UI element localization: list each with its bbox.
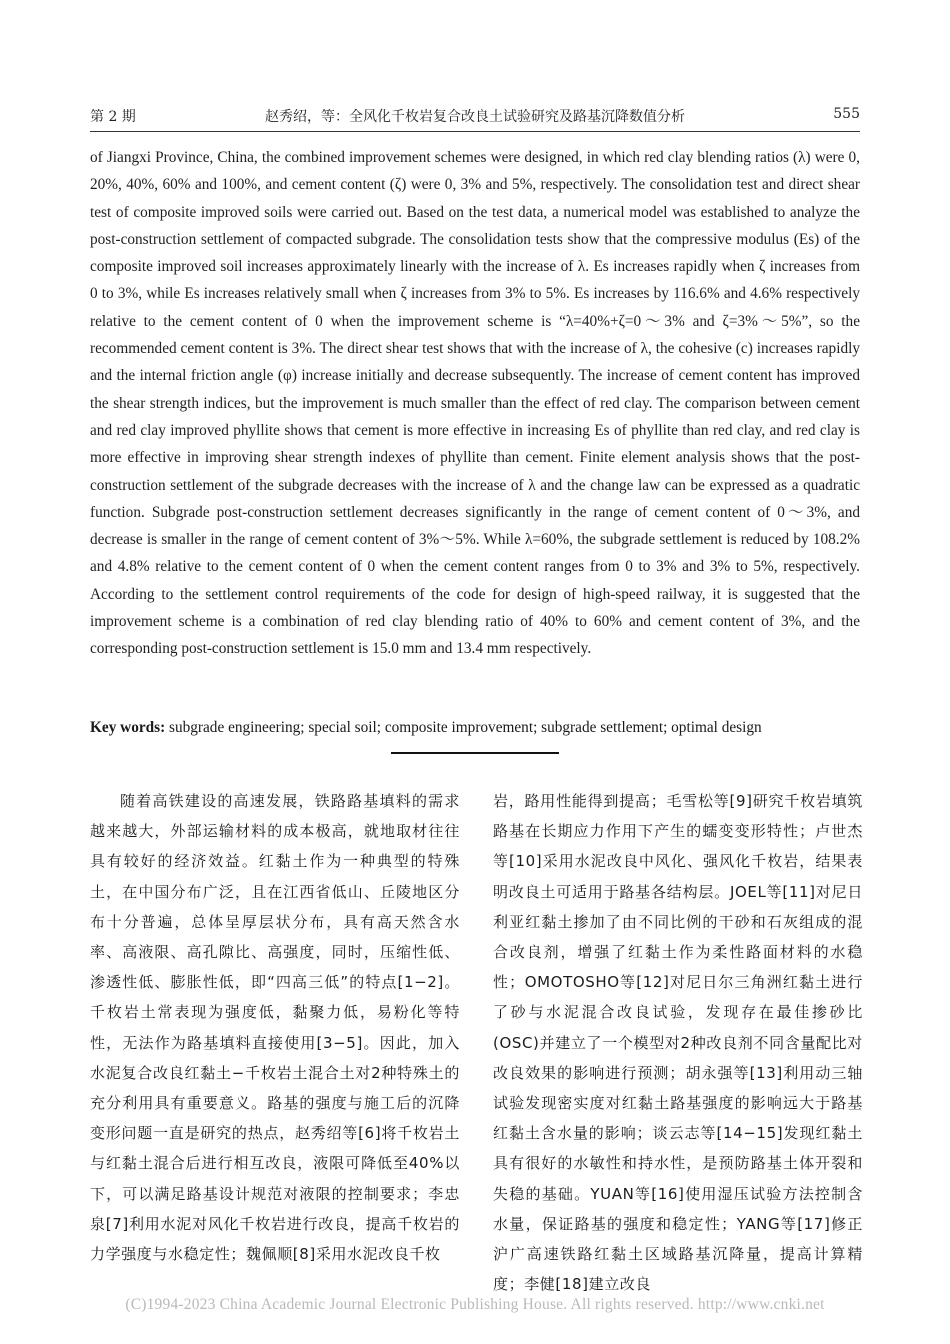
keywords-line [90, 714, 860, 741]
body-paragraph-right: 岩，路用性能得到提高；毛雪松等[9]研究千枚岩填筑路基在长期应力作用下产生的蠕变变形特性；卢世杰等[10]采用水泥改良中风化、强风化千枚岩，结果表明改良土可适用于路基各结构层。JOEL等[11]对尼日利亚红黏土掺加了由不同比例的干砂和石灰组成的混合改良剂，增强了红黏土作为柔性路面材料的水稳性；OMOTOSHO等[12]对尼日尔三角洲红黏土进行了砂与水泥混合改良试验，发现存在最佳掺砂比(OSC)并建立了一个模型对2种改良剂不同含量配比对改良效果的影响进行预测；胡永强等[13]利用动三轴试验发现密实度对红黏土路基强度的影响远大于路基红黏土含水量的影响；谈云志等[14−15]发现红黏土具有很好的水敏性和持水性，是预防路基土体开裂和失稳的基础。YUAN等[16]使用湿压试验方法控制含水量，保证路基的强度和稳定性；YANG等[17]修正沪广高速铁路红黏土区域路基沉降量，提高计算精度；李健[18]建立改良 [493, 792, 863, 1294]
body-column-right [493, 786, 863, 1299]
keywords-label: Key words: [90, 719, 166, 736]
body-column-left [90, 786, 460, 1269]
issue-number: 第 2 期 [90, 109, 136, 125]
page-number: 555 [833, 106, 860, 122]
section-divider [391, 752, 559, 754]
keywords-text: subgrade engineering; special soil; composite improvement; subgrade settlement; optimal design [165, 719, 762, 736]
header-rule [90, 131, 860, 132]
running-header [90, 106, 860, 130]
english-abstract: of Jiangxi Province, China, the combined improvement schemes were designed, in which red clay blending ratios (λ) were 0, 20%, 40%, 60% and 100%, and cement content (ζ) were 0, 3% and 5%, respectively. The consolidation test and direct shear test of composite improved soils were carried out. Based on the test data, a numerical model was established to analyze the post-construction settlement of compacted subgrade. The consolidation tests show that the compressive modulus (Es) of the composite improved soil increases approximately linearly with the increase of λ. Es increases rapidly when ζ increases from 0 to 3%, while Es increases relatively small when ζ increases from 3% to 5%. Es increases by 116.6% and 4.6% respectively relative to the cement content of 0 when the improvement scheme is “λ=40%+ζ=0～3% and ζ=3%～5%”, so the recommended cement content is 3%. The direct shear test shows that with the increase of λ, the cohesive (c) increases rapidly and the internal friction angle (φ) increase initially and decrease subsequently. The increase of cement content has improved the shear strength indices, but the improvement is much smaller than the effect of red clay. The comparison between cement and red clay improved phyllite shows that cement is more effective in increasing Es of phyllite than red clay, and red clay is more effective in improving shear strength indexes of phyllite than cement. Finite element analysis shows that the post-construction settlement of the subgrade decreases with the increase of λ and the change law can be expressed as a quadratic function. Subgrade post-construction settlement decreases significantly in the range of cement content of 0～3%, and decrease is smaller in the range of cement content of 3%～5%. While λ=60%, the subgrade settlement is reduced by 108.2% and 4.8% relative to the cement content of 0 when the cement content ranges from 0 to 3% and 3% to 5%, respectively. According to the settlement control requirements of the code for design of high-speed railway, it is suggested that the improvement scheme is a combination of red clay blending ratio of 40% to 60% and cement content of 3%, and the corresponding post-construction settlement is 15.0 mm and 13.4 mm respectively. [90, 149, 860, 658]
running-title: 赵秀绍，等：全风化千枚岩复合改良土试验研究及路基沉降数值分析 [265, 109, 685, 125]
copyright-footer: (C)1994-2023 China Academic Journal Electronic Publishing House. All rights reserved. http://www.cnki.net [125, 1296, 825, 1313]
body-paragraph-left: 随着高铁建设的高速发展，铁路路基填料的需求越来越大，外部运输材料的成本极高，就地取材往往具有较好的经济效益。红黏土作为一种典型的特殊土，在中国分布广泛，且在江西省低山、丘陵地区分布十分普遍，总体呈厚层状分布，具有高天然含水率、高液限、高孔隙比、高强度，同时，压缩性低、渗透性低、膨胀性低，即“四高三低”的特点[1−2]。千枚岩土常表现为强度低，黏聚力低，易粉化等特性，无法作为路基填料直接使用[3−5]。因此，加入水泥复合改良红黏土−千枚岩土混合土对2种特殊土的充分利用具有重要意义。路基的强度与施工后的沉降变形问题一直是研究的热点，赵秀绍等[6]将千枚岩土与红黏土混合后进行相互改良，液限可降低至40%以下，可以满足路基设计规范对液限的控制要求；李忠泉[7]利用水泥对风化千枚岩进行改良，提高千枚岩的力学强度与水稳定性；魏佩顺[8]采用水泥改良千枚 [90, 792, 460, 1264]
